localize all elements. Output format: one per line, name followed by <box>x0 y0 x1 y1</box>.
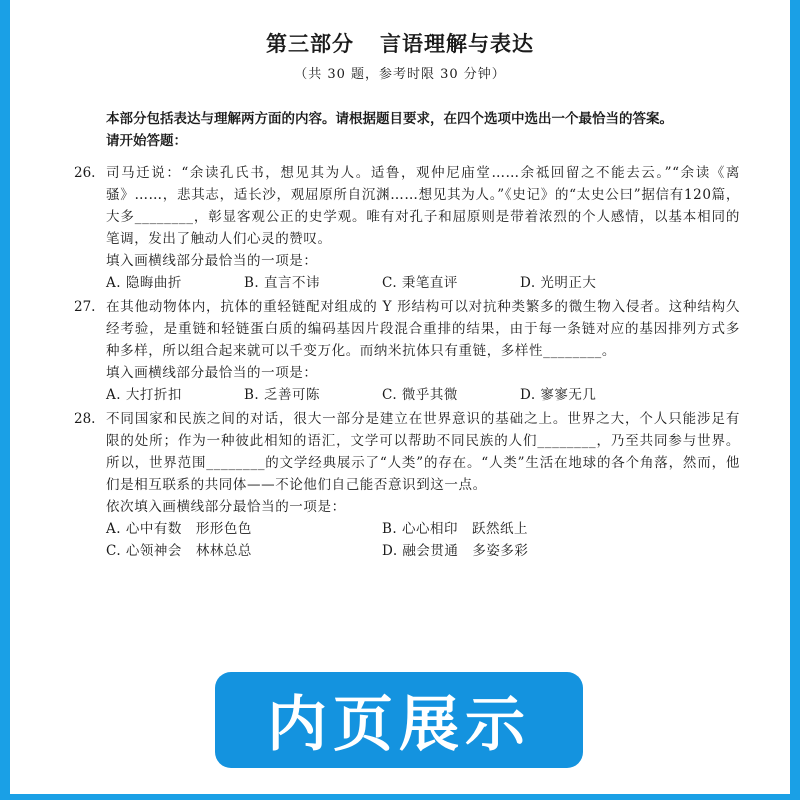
section-label: 第三部分 <box>266 32 354 56</box>
option-a: A. 隐晦曲折 <box>106 275 182 291</box>
question-prompt: 依次填入画横线部分最恰当的一项是： <box>106 499 346 515</box>
page-title <box>60 28 740 60</box>
question-prompt: 填入画横线部分最恰当的一项是： <box>106 253 318 269</box>
banner-label: 内页展示 <box>267 690 531 760</box>
option-list <box>106 272 740 294</box>
option-c: C. 微乎其微 <box>382 387 458 403</box>
option-b: B. 心心相印 跃然纸上 <box>382 521 529 537</box>
option-d: D. 寥寥无几 <box>520 387 597 403</box>
instructions <box>60 108 740 152</box>
section-title: 言语理解与表达 <box>380 32 534 56</box>
question-text: 司马迁说：“余读孔氏书，想见其为人。适鲁，观仲尼庙堂……余祗回留之不能去云。”“余读《离骚》……，悲其志，适长沙，观屈原所自沉渊……想见其为人。”《史记》的“太史公曰”据信有120篇，大多________，彰显客观公正的史学观。唯有对孔子和屈原则是带着浓烈的个人感情，以基本相同的笔调，发出了触动人们心灵的赞叹。 <box>106 165 740 247</box>
question-26 <box>60 162 740 294</box>
option-list <box>106 384 740 406</box>
option-list <box>106 518 740 562</box>
option-d: D. 融会贯通 多姿多彩 <box>382 543 529 559</box>
preview-banner <box>215 672 583 768</box>
document-page <box>60 24 740 562</box>
question-number: 27. <box>74 299 96 315</box>
option-d: D. 光明正大 <box>520 275 597 291</box>
option-b: B. 直言不讳 <box>244 275 321 291</box>
option-c: C. 秉笔直评 <box>382 275 458 291</box>
option-b: B. 乏善可陈 <box>244 387 321 403</box>
start-prompt: 请开始答题： <box>106 133 187 149</box>
option-a: A. 心中有数 形形色色 <box>106 521 252 537</box>
question-28 <box>60 408 740 562</box>
option-a: A. 大打折扣 <box>106 387 182 403</box>
page-subtitle: （共 30 题，参考时限 30 分钟） <box>294 67 506 82</box>
question-27 <box>60 296 740 406</box>
question-number: 26. <box>74 165 96 181</box>
question-text: 不同国家和民族之间的对话，很大一部分是建立在世界意识的基础之上。世界之大，个人只能涉足有限的处所；作为一种彼此相知的语汇，文学可以帮助不同民族的人们________，乃至共同参与世界。所以，世界范围________的文学经典展示了“人类”的存在。“人类”生活在地球的各个角落，然而，他们是相互联系的共同体——不论他们自己能否意识到这一点。 <box>106 411 740 493</box>
instructions-text: 本部分包括表达与理解两方面的内容。请根据题目要求，在四个选项中选出一个最恰当的答案。 <box>106 111 673 127</box>
question-number: 28. <box>74 411 96 427</box>
question-prompt: 填入画横线部分最恰当的一项是： <box>106 365 318 381</box>
question-text: 在其他动物体内，抗体的重轻链配对组成的 Y 形结构可以对抗种类繁多的微生物入侵者。这种结构久经考验，是重链和轻链蛋白质的编码基因片段混合重排的结果，由于每一条链对应的基因排列方式多种多样，所以组合起来就可以千变万化。而纳米抗体只有重链，多样性________。 <box>106 299 740 359</box>
option-c: C. 心领神会 林林总总 <box>106 543 252 559</box>
